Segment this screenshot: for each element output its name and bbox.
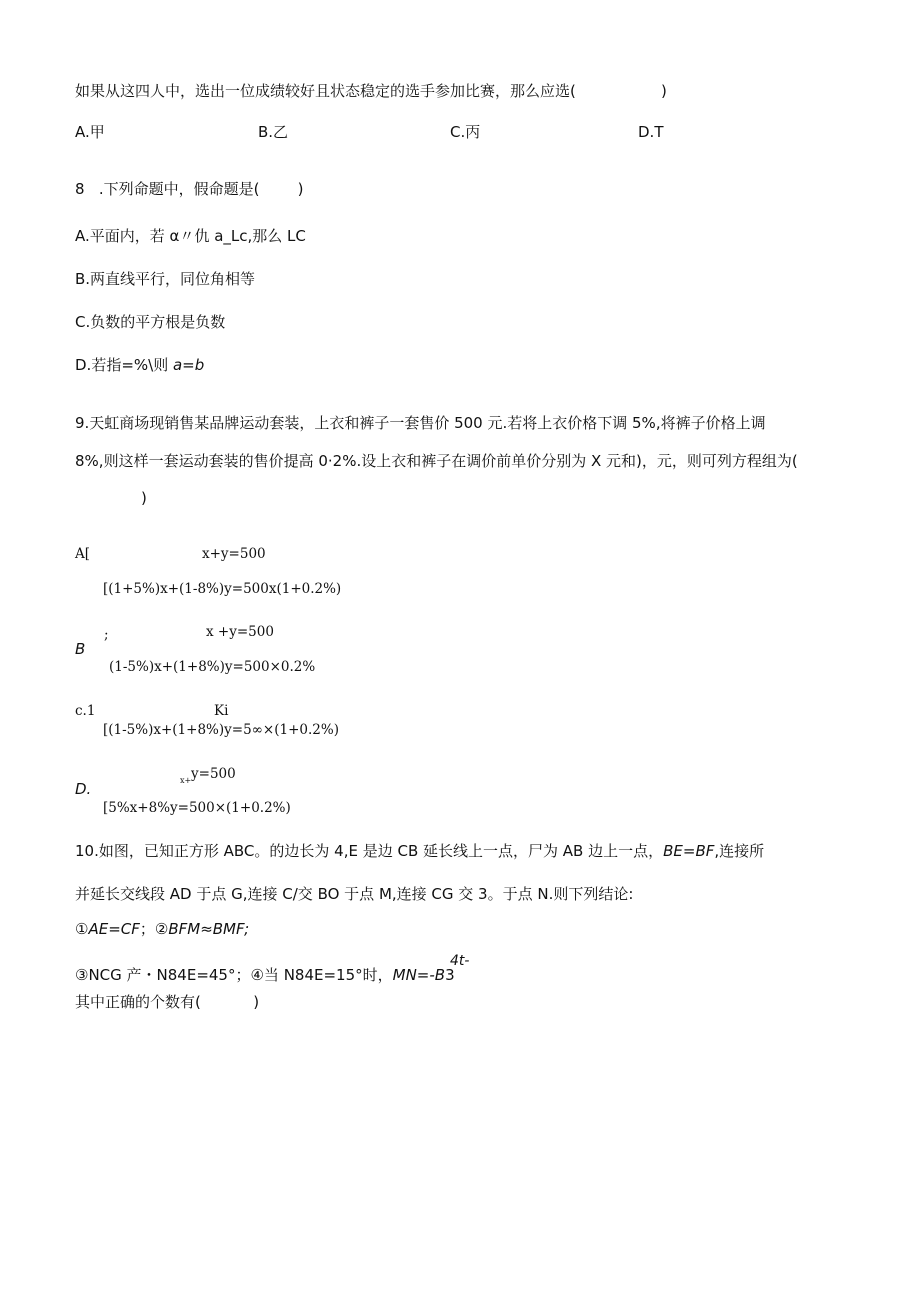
q9-choice-c-eq2: [(1-5%)x+(1+8%)y=5∞×(1+0.2%): [103, 722, 339, 738]
q9-choice-b-eq1: x +y=500: [206, 624, 274, 640]
q9-choice-d-label: D.: [75, 780, 92, 798]
q9-choice-c-label: c.1: [75, 703, 96, 719]
q9-choice-d-sub: x+: [180, 776, 192, 785]
q10-line-2: 并延长交线段 AD 于点 G,连接 C/交 BO 于点 M,连接 CG 交 3。于点 N.则下列结论:: [75, 885, 634, 903]
q10-line-4-number: 3: [445, 966, 455, 984]
q7-paren-close: ): [661, 82, 667, 100]
q8-option-d-text: D.若指=%\则: [75, 356, 173, 374]
q9-choice-a-eq1: x+y=500: [202, 546, 266, 562]
q8-option-d: [75, 355, 204, 375]
q8-option-b: B.两直线平行，同位角相等: [75, 270, 256, 288]
q10-line-1-math: BE=BF: [663, 842, 715, 860]
q10-line-5: 其中正确的个数有( ): [75, 993, 260, 1011]
q9-choice-b-label: B: [75, 640, 86, 658]
q9-choice-a-label: A[: [75, 546, 91, 562]
q9-line-2: 8%,则这样一套运动套装的售价提高 0·2%.设上衣和裤子在调价前单价分别为 X 元和)，元，则可列方程组为(: [75, 452, 798, 470]
q9-choice-d-eq1: y=500: [191, 766, 236, 782]
q8-option-a: A.平面内，若 α〃仇 a_Lc,那么 LC: [75, 227, 306, 245]
q10-line-1-text-a: 10.如图，已知正方形 ABC。的边长为 4,E 是边 CB 延长线上一点，尸为 AB 边上一点，: [75, 842, 664, 860]
q9-choice-c-eq1: Ki: [214, 703, 229, 719]
q8-stem: 8 .下列命题中，假命题是( ): [75, 180, 304, 198]
q10-statement-1: AE=CF: [88, 920, 140, 938]
q7-option-a: A.甲: [75, 123, 105, 141]
q9-line-1: 9.天虹商场现销售某品牌运动套装，上衣和裤子一套售价 500 元.若将上衣价格下调 5%,将裤子价格上调: [75, 414, 766, 432]
q10-line-1: [75, 841, 764, 861]
q8-option-c: C.负数的平方根是负数: [75, 313, 226, 331]
q10-statement-2: BFM≈BMF;: [168, 920, 250, 938]
q9-paren-close: ): [141, 489, 147, 507]
q9-choice-b-eq2: (1-5%)x+(1+8%)y=500×0.2%: [109, 659, 316, 675]
q7-option-b: B.乙: [258, 123, 289, 141]
q10-line-4: [75, 965, 455, 985]
q10-line-4-math: MN=-B: [392, 966, 446, 984]
q10-line-1-text-b: ,连接所: [714, 842, 765, 860]
q7-stem: 如果从这四人中，选出一位成绩较好且状态稳定的选手参加比赛，那么应选(: [75, 82, 576, 100]
q9-choice-a-eq2: [(1+5%)x+(1-8%)y=500x(1+0.2%): [103, 581, 342, 597]
q9-choice-b-mark: ;: [104, 627, 109, 643]
q10-circle-2: ；②: [139, 920, 169, 938]
q9-choice-d-eq2: [5%x+8%y=500×(1+0.2%): [103, 800, 291, 816]
q10-line-4-superscript: 4t-: [450, 953, 470, 969]
q7-option-c: C.丙: [450, 123, 481, 141]
q10-circle-1: ①: [75, 920, 89, 938]
q7-option-d: D.T: [638, 123, 664, 141]
q10-line-4-text: ③NCG 产・N84E=45°；④当 N84E=15°时，: [75, 966, 393, 984]
q8-option-d-math: a=b: [172, 356, 205, 374]
q10-line-3: [75, 919, 249, 939]
